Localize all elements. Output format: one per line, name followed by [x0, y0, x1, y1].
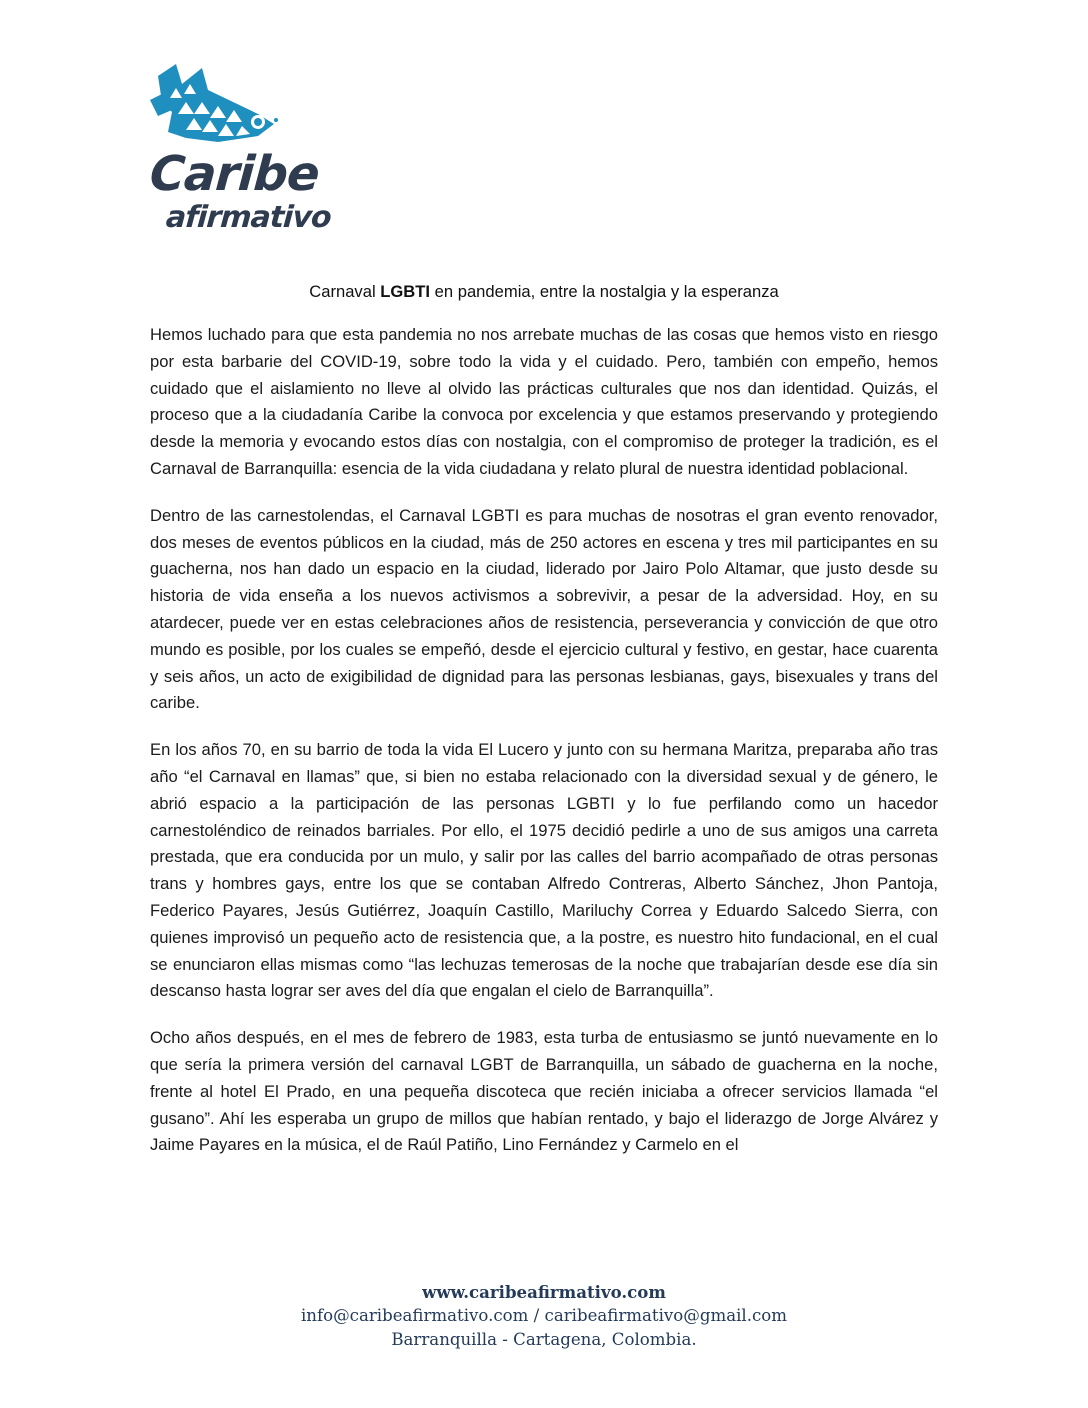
paragraph: Ocho años después, en el mes de febrero de 1983, esta turba de entusiasmo se juntó nuevamente en lo que sería la primera versión del carnaval LGBT de Barranquilla, un sábado de guacherna en la noche, frente al hotel El Prado, en una pequeña discoteca que recién iniciaba a ofrecer servicios llamada “el gusano”. Ahí les esperaba un grupo de millos que habían rentado, y bajo el liderazgo de Jorge Alvárez y Jaime Payares en la música, el de Raúl Patiño, Lino Fernández y Carmelo en el [150, 1028, 938, 1155]
document-title [150, 282, 938, 302]
footer-emails[interactable]: info@caribeafirmativo.com / caribeafirmativo@gmail.com [300, 1306, 788, 1325]
logo-wordmark-caribe: Caribe [148, 146, 321, 202]
document-body [150, 322, 938, 1179]
logo-wordmark-afirmativo: afirmativo [164, 200, 332, 235]
footer-website-link[interactable]: www.caribeafirmativo.com [422, 1282, 666, 1302]
title-bold-part: LGBTI [380, 282, 431, 301]
footer-location: Barranquilla - Cartagena, Colombia. [391, 1330, 697, 1349]
title-part: en pandemia, entre la nostalgia y la esperanza [430, 282, 779, 301]
page-footer [150, 1280, 938, 1352]
paragraph: Dentro de las carnestolendas, el Carnaval LGBTI es para muchas de nosotras el gran evento renovador, dos meses de eventos públicos en la ciudad, más de 250 actores en escena y tres mil participantes en su guacherna, nos han dado un espacio en la ciudad, liderado por Jairo Polo Altamar, que justo desde su historia de vida enseña a los nuevos activismos a sobrevivir, a pesar de la adversidad. Hoy, en su atardecer, puede ver en estas celebraciones años de resistencia, perseverancia y convicción de que otro mundo es posible, por los cuales se empeñó, desde el ejercicio cultural y festivo, en gestar, hace cuarenta y seis años, un acto de exigibilidad de dignidad para las personas lesbianas, gays, bisexuales y trans del caribe. [150, 505, 938, 713]
caribe-afirmativo-logo [146, 62, 332, 235]
paragraph: En los años 70, en su barrio de toda la vida El Lucero y junto con su hermana Maritza, preparaba año tras año “el Carnaval en llamas” que, si bien no estaba relacionado con la diversidad sexual y de género, le abrió espacio a la participación de las personas LGBTI y lo fue perfilando como un hacedor carnestoléndico de reinados barriales. Por ello, el 1975 decidió pedirle a uno de sus amigos una carreta prestada, que era conducida por un mulo, y salir por las calles del barrio acompañado de otras personas trans y hombres gays, entre los que se contaban Alfredo Contreras, Alberto Sánchez, Jhon Pantoja, Federico Payares, Jesús Gutiérrez, Joaquín Castillo, Mariluchy Correa y Eduardo Salcedo Sierra, con quienes improvisó un pequeño acto de resistencia que, a la postre, es nuestro hito fundacional, en el cual se enunciaron ellas mismas como “las lechuzas temerosas de la noche que trabajarían desde ese día sin descanso hasta lograr ser aves del día que engalan el cielo de Barranquilla”. [150, 740, 938, 1001]
fish-icon [146, 62, 296, 152]
paragraph: Hemos luchado para que esta pandemia no nos arrebate muchas de las cosas que hemos visto en riesgo por esta barbarie del COVID-19, sobre todo la vida y el cuidado. Pero, también con empeño, hemos cuidado que el aislamiento no lleve al olvido las prácticas culturales que nos dan identidad. Quizás, el proceso que a la ciudadanía Caribe la convoca por excelencia y que estamos preservando y protegiendo desde la memoria y evocando estos días con nostalgia, con el compromiso de proteger la tradición, es el Carnaval de Barranquilla: esencia de la vida ciudadana y relato plural de nuestra identidad poblacional. [150, 325, 938, 478]
title-part: Carnaval [309, 282, 381, 301]
